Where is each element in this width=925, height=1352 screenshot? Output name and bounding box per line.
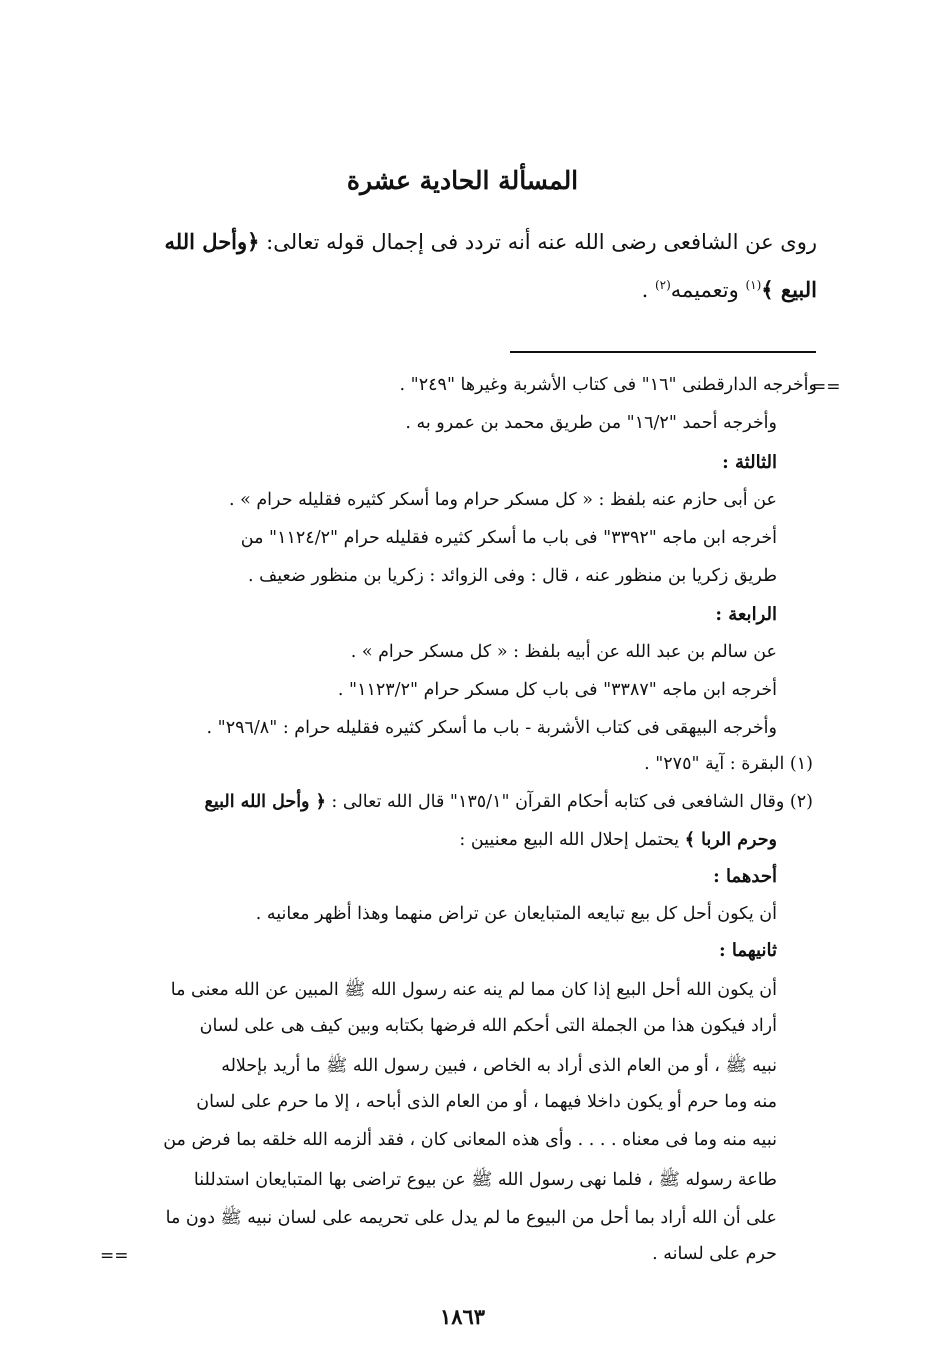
main-text-line-1	[100, 229, 817, 254]
footnote-line-6: طريق زكريا بن منظور عنه ، قال : وفى الزوائد : زكريا بن منظور ضعيف .	[248, 566, 777, 586]
main-text-line-2-end: .	[641, 278, 655, 302]
main-text-line-1-plain: روى عن الشافعى رضى الله عنه أنه تردد فى إجمال قوله تعالى:	[259, 230, 817, 254]
footnote-line-8: عن سالم بن عبد الله عن أبيه بلفظ : « كل مسكر حرام » .	[350, 642, 777, 662]
footnote-heading-second: ثانيهما :	[718, 940, 777, 961]
footnote-line-9: أخرجه ابن ماجه "٣٣٨٧" فى باب كل مسكر حرام "١١٢٣/٢" .	[337, 680, 777, 700]
footnote-thani-line-1: أن يكون الله أحل البيع إذا كان مما لم ينه عنه رسول الله ﷺ المبين عن الله معنى ما	[170, 980, 777, 1000]
footnote-thani-line-3: نبيه ﷺ ، أو من العام الذى أراد به الخاص ، فبين رسول الله ﷺ ما أريد بإحلاله	[221, 1056, 777, 1076]
footnote-line-2: وأخرجه أحمد "١٦/٢" من طريق محمد بن عمرو به .	[405, 413, 777, 433]
main-text-line-2	[100, 277, 817, 302]
footnote-2-line-2	[459, 830, 777, 850]
footnote-2-line-2-plain: يحتمل إحلال الله البيع معنيين :	[459, 830, 685, 850]
continuation-marker-bottom: ==	[100, 1246, 129, 1266]
footnote-thani-line-8: حرم على لسانه .	[652, 1244, 777, 1264]
footnote-2-line-1-plain: (٢) وقال الشافعى فى كتابه أحكام القرآن "١٣٥/١" قال الله تعالى :	[325, 792, 813, 812]
footnote-ref-1: (١)	[745, 278, 762, 292]
continuation-marker-top: ==	[812, 377, 841, 397]
main-text-line-2-mid: وتعميمه	[670, 278, 746, 302]
footnote-thani-line-4: منه وما حرم أو يكون داخلا فيهما ، أو من العام الذى أباحه ، إلا ما حرم على لسان	[196, 1092, 777, 1112]
footnote-divider	[510, 351, 816, 353]
footnote-1: (١) البقرة : آية "٢٧٥" .	[644, 754, 813, 774]
quran-quote-end: البيع ﴾	[761, 277, 817, 302]
footnote-thani-line-7: على أن الله أراد بما أحل من البيوع ما لم يدل على تحريمه على لسان نبيه ﷺ دون ما	[165, 1208, 777, 1228]
footnote-line-10: وأخرجه البيهقى فى كتاب الأشربة - باب ما أسكر كثيره فقليله حرام : "٢٩٦/٨" .	[206, 718, 777, 738]
page-number: ١٨٦٣	[439, 1304, 486, 1329]
section-title: المسألة الحادية عشرة	[346, 166, 579, 195]
footnote-heading-third: الثالثة :	[722, 452, 777, 473]
footnote-heading-fourth: الرابعة :	[715, 604, 777, 625]
footnote-2-quote-end: وحرم الربا ﴾	[684, 830, 777, 850]
footnote-line-1: وأخرجه الدارقطنى "١٦" فى كتاب الأشربة وغيرها "٢٤٩" .	[399, 375, 817, 395]
quran-quote-start: ﴿وأحل الله	[164, 229, 260, 254]
footnote-heading-first: أحدهما :	[713, 866, 777, 887]
footnote-thani-line-6: طاعة رسوله ﷺ ، فلما نهى رسول الله ﷺ عن بيوع تراضى بها المتبايعان استدللنا	[193, 1170, 777, 1190]
footnote-line-5: أخرجه ابن ماجه "٣٣٩٢" فى باب ما أسكر كثيره فقليله حرام "١١٢٤/٢" من	[240, 528, 777, 548]
footnote-thani-line-5: نبيه منه وما فى معناه . . . . وأى هذه المعانى كان ، فقد ألزمه الله خلقه بما فرض من	[163, 1130, 777, 1150]
footnote-2-line-1	[205, 792, 814, 812]
footnote-thani-line-2: أراد فيكون هذا من الجملة التى أحكم الله فرضها بكتابه وبين كيف هى على لسان	[199, 1016, 777, 1036]
footnote-line-4: عن أبى حازم عنه بلفظ : « كل مسكر حرام وما أسكر كثيره فقليله حرام » .	[228, 490, 777, 510]
footnote-ahad-text: أن يكون أحل كل بيع تبايعه المتبايعان عن تراض منهما وهذا أظهر معانيه .	[255, 904, 777, 924]
footnote-ref-2: (٢)	[654, 278, 671, 292]
footnote-2-quote-start: ﴿ وأحل الله البيع	[204, 792, 326, 812]
